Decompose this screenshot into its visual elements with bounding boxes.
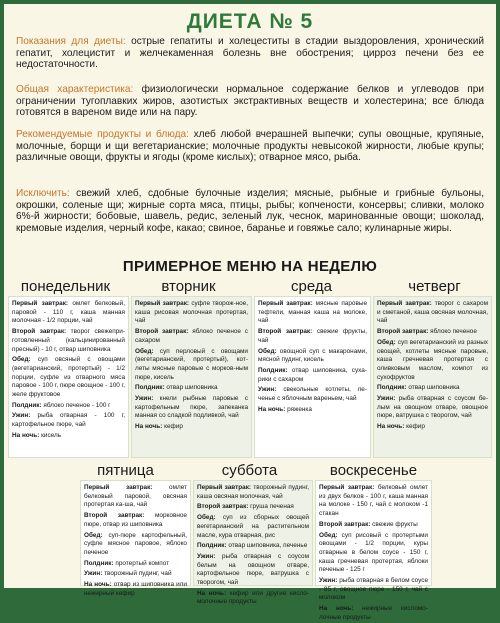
meal-label: Ужин:	[319, 577, 338, 585]
meal-entry	[377, 384, 488, 393]
meal-label: Ужин:	[84, 570, 103, 578]
meal-text: творог свежепри-готовленный (кальцинированный пресный) - 10 г, отвар шиповника	[12, 328, 125, 353]
meal-entry	[135, 423, 248, 432]
meal-entry	[319, 577, 428, 603]
meal-text: отвар из шиповника или нежирный кефир	[84, 581, 187, 597]
meal-entry	[84, 532, 187, 558]
meal-text: отвар шиповника, печенье	[226, 542, 308, 550]
meal-entry	[197, 542, 309, 551]
meal-label: Второй завтрак:	[197, 503, 249, 511]
menu-title: ПРИМЕРНОЕ МЕНЮ НА НЕДЕЛЮ	[122, 258, 378, 275]
meal-label: Второй завтрак:	[135, 328, 189, 336]
meal-label: Полдник:	[12, 401, 42, 409]
meal-entry	[135, 384, 248, 393]
meal-entry	[258, 386, 367, 403]
meal-label: Второй завтрак:	[84, 512, 145, 520]
section-label: Исключить:	[16, 188, 70, 199]
meal-label: Полдник:	[258, 366, 288, 374]
meal-entry	[197, 590, 309, 607]
day-name: вторник	[161, 278, 216, 295]
meal-entry	[258, 348, 367, 365]
meal-entry	[12, 402, 125, 411]
section-recommended	[16, 129, 484, 164]
meal-label: Обед:	[197, 514, 216, 522]
meal-text: рыба отварная в белом соусе - 85 г, овощное пюре - 150 г, чай с молоком	[319, 577, 428, 602]
meal-text: яблоко печеное - 100 г	[41, 401, 111, 409]
meal-label: Ужин:	[197, 552, 216, 560]
meal-label: На ночь:	[197, 589, 227, 597]
meal-label: На ночь:	[319, 605, 354, 613]
meal-label: Первый завтрак:	[319, 484, 375, 491]
meal-entry	[377, 300, 488, 326]
meal-entry	[258, 406, 367, 415]
menu-day-column	[315, 480, 432, 621]
meal-label: На ночь:	[84, 581, 112, 589]
meal-text: кефир	[162, 423, 183, 431]
menu-day-column	[373, 296, 492, 458]
meal-label: Обед:	[258, 347, 277, 355]
meal-entry	[84, 484, 187, 510]
meal-text: творожный пудинг, чай	[102, 570, 172, 578]
menu-day-column	[8, 296, 129, 458]
meal-label: Полдник:	[377, 384, 407, 392]
meal-entry	[197, 503, 309, 512]
meal-text: суп перловый с овощами (вегетарианский, протертый), кот-леты мясные паровые с морков-ным пюре, кисель	[135, 347, 248, 381]
meal-text: яблоко печеное с сахаром	[135, 328, 248, 344]
meal-text: суфле творож-ное, каша рисовая молочная протертая, чай	[135, 300, 249, 325]
meal-label: Второй завтрак:	[377, 328, 429, 336]
meal-label: Обед:	[84, 531, 103, 539]
meal-entry	[12, 412, 125, 429]
meal-entry	[319, 605, 428, 622]
day-name: четверг	[408, 278, 461, 295]
meal-entry	[135, 348, 248, 383]
meal-entry	[12, 432, 125, 441]
meal-entry	[135, 395, 248, 421]
meal-entry	[258, 328, 367, 345]
meal-label: Обед:	[135, 347, 154, 355]
section-label: Общая характеристика:	[16, 84, 134, 95]
meal-entry	[377, 328, 488, 337]
section-text: острые гепатиты и холецеститы в стадии выздоровления, хронический гепатит, холецистит и желчекаменная болезнь вне обострения; цирроз печени без ее недостаточности.	[16, 36, 484, 71]
meal-text: рыба отварная с соусом бе-лым на овощном отваре, овощное пюре, ватрушка с творогом, чай	[377, 395, 488, 420]
meal-label: Полдник:	[84, 559, 114, 567]
meal-label: Первый завтрак:	[377, 300, 432, 307]
meal-text: овощной суп с макаронами, мясной пудинг, кисель	[258, 347, 367, 364]
meal-label: На ночь:	[258, 405, 286, 413]
meal-entry	[197, 514, 309, 540]
meal-label: На ночь:	[135, 423, 163, 431]
meal-entry	[84, 560, 187, 569]
meal-text: суп вегетарианский из разных овощей, котлеты мясные паровые, каша гречневая протертая с оливковым маслом, компот из сухофруктов	[377, 338, 488, 381]
meal-text: белковый омлет из двух белков - 100 г, каша манная на молоке - 150 г, чай с молоком -1 стакан	[319, 484, 429, 518]
meal-text: суп из сборных овощей вегетарианский на растительном масле, кура отварная, рис	[197, 514, 309, 539]
meal-label: На ночь:	[377, 423, 405, 431]
page-title: ДИЕТА № 5	[186, 10, 314, 33]
meal-label: Второй завтрак:	[319, 520, 371, 528]
meal-text: отвар шиповника	[164, 384, 218, 392]
meal-text: кнели рыбные паровые с картофельным пюре, запеканка манная со сладкой подливкой, чай	[135, 395, 248, 420]
day-name: суббота	[221, 462, 278, 479]
meal-text: отвар шиповника, суха-рики с сахаром	[258, 366, 367, 383]
meal-text: творог с сахаром и сметаной, каша овсяная молочная, чай	[377, 300, 488, 325]
day-name: среда	[291, 278, 332, 295]
meal-entry	[84, 581, 187, 598]
meal-label: Полдник:	[135, 384, 165, 392]
meal-label: Обед:	[377, 338, 396, 346]
menu-day-column	[193, 480, 313, 606]
section-characteristics	[16, 84, 484, 119]
meal-text: кефир	[404, 423, 425, 431]
meal-entry	[258, 367, 367, 384]
meal-entry	[377, 339, 488, 383]
meal-text: свежие фрукты	[370, 520, 418, 528]
meal-label: Обед:	[12, 356, 31, 364]
meal-label: Обед:	[319, 531, 338, 539]
meal-label: Ужин:	[12, 412, 31, 420]
meal-text: творожный пудинг, каша овсяная молочная, чай	[197, 484, 309, 500]
section-exclude	[16, 188, 484, 234]
meal-label: Полдник:	[197, 542, 227, 550]
meal-text: омлет белковый паровой, овсяная протертая ка-ша, чай	[84, 484, 187, 509]
meal-entry	[319, 521, 428, 530]
meal-text: ряженка	[285, 405, 312, 413]
meal-text: кисель	[39, 431, 62, 439]
meal-entry	[197, 484, 309, 501]
section-text: хлеб любой вчерашней выпечки; супы овощные, крупяные, молочные, борщи и щи вегетарианские; молочные продукты невысокой жирности, любые крупы; различные овощи, фрукты и ягоды (кроме кислых); отварное мясо, рыба.	[16, 129, 484, 164]
meal-entry	[135, 300, 248, 326]
meal-text: суп рисовый с протертыми овощами - 1/2 порции, куры отварные в белом соусе - 150 г, каша гречневая протертая, яблоки печеные - 125 г	[319, 531, 428, 574]
meal-entry	[377, 423, 488, 432]
meal-entry	[319, 532, 428, 576]
diet-page	[4, 4, 496, 621]
meal-label: Ужин:	[377, 395, 396, 403]
day-name: пятница	[97, 462, 154, 479]
meal-text: груша печеная	[248, 503, 294, 511]
meal-entry	[84, 570, 187, 579]
section-label: Рекомендуемые продукты и блюда:	[16, 129, 189, 140]
meal-label: Ужин:	[135, 395, 154, 403]
section-indications	[16, 36, 484, 71]
meal-text: свежие фрукты, чай	[258, 328, 367, 344]
meal-label: Первый завтрак:	[258, 300, 313, 307]
meal-text: суп овсяный с овощами (вегетарианский, протертый) - 1/2 порции, суфле из отварного мяса паровое - 100 г, пюре овощное - 100 г, желе фруктовое	[12, 356, 125, 399]
meal-text: рыба отварная - 100 г, картофельное пюре, чай	[12, 412, 125, 429]
menu-day-column	[131, 296, 252, 458]
meal-text: мясные паровые тефтели, манная каша на молоке, чай	[258, 300, 367, 325]
section-label: Показания для диеты:	[16, 36, 126, 47]
meal-label: Первый завтрак:	[135, 300, 190, 307]
meal-entry	[377, 395, 488, 421]
meal-entry	[12, 328, 125, 354]
meal-label: Первый завтрак:	[12, 300, 69, 307]
day-name: воскресенье	[329, 462, 418, 479]
section-text: физиологически нормальное содержание белков и углеводов при ограничении тугоплавких жиров, азотистых экстрактивных веществ и холестерина; все блюда готовятся в вареном виде или на пару.	[16, 84, 484, 119]
meal-entry	[12, 356, 125, 400]
meal-entry	[135, 328, 248, 345]
meal-text: отвар шиповника	[406, 384, 460, 392]
menu-day-column	[80, 480, 191, 597]
menu-day-column	[254, 296, 371, 458]
meal-entry	[319, 484, 428, 519]
meal-text: свекольные котлеты, пе-ченье с яблочным вареньем, чай	[258, 386, 367, 403]
meal-text: кефир или другие кисло-молочные продукты	[197, 589, 309, 606]
section-text: свежий хлеб, сдобные булочные изделия; мясные, рыбные и грибные бульоны, окрошки, соленые щи; жирные сорта мяса, птицы, рыбы; копчености, консервы; сливки, молоко 6%-й жирности; бобовые, шавель, редис, зеленый лук, чеснок, маринованные овощи; шоколад, кремовые изделия, черный кофе, какао; свиное, бараньe и говяжье сало; кулинарные жиры.	[16, 188, 484, 234]
meal-entry	[258, 300, 367, 326]
meal-entry	[197, 553, 309, 588]
meal-entry	[12, 300, 125, 326]
meal-text: протертый компот	[113, 559, 170, 567]
meal-text: нежирные кисломо-лочные продукты	[319, 605, 428, 621]
meal-text: омлет белковый, паровой - 110 г, каша манная молочная - 1/2 порции, чай	[12, 300, 125, 325]
meal-label: Первый завтрак:	[84, 484, 153, 491]
meal-label: На ночь:	[12, 431, 40, 439]
meal-text: яблоко печеное	[428, 328, 477, 336]
meal-text: суп-пюре картофельный, суфле мясное паровое, яблоко печеное	[84, 531, 187, 556]
meal-label: Второй завтрак:	[258, 328, 313, 336]
day-name: понедельник	[20, 278, 111, 295]
meal-entry	[84, 512, 187, 529]
meal-label: Первый завтрак:	[197, 484, 252, 491]
meal-text: рыба отварная с соусом белым на овощном отваре, картофельное пюре, ватрушка с творогом, чай	[197, 552, 309, 587]
meal-label: Ужин:	[258, 386, 277, 394]
meal-label: Второй завтрак:	[12, 328, 67, 336]
meal-text: морковное пюре, отвар из шиповника	[84, 512, 187, 528]
